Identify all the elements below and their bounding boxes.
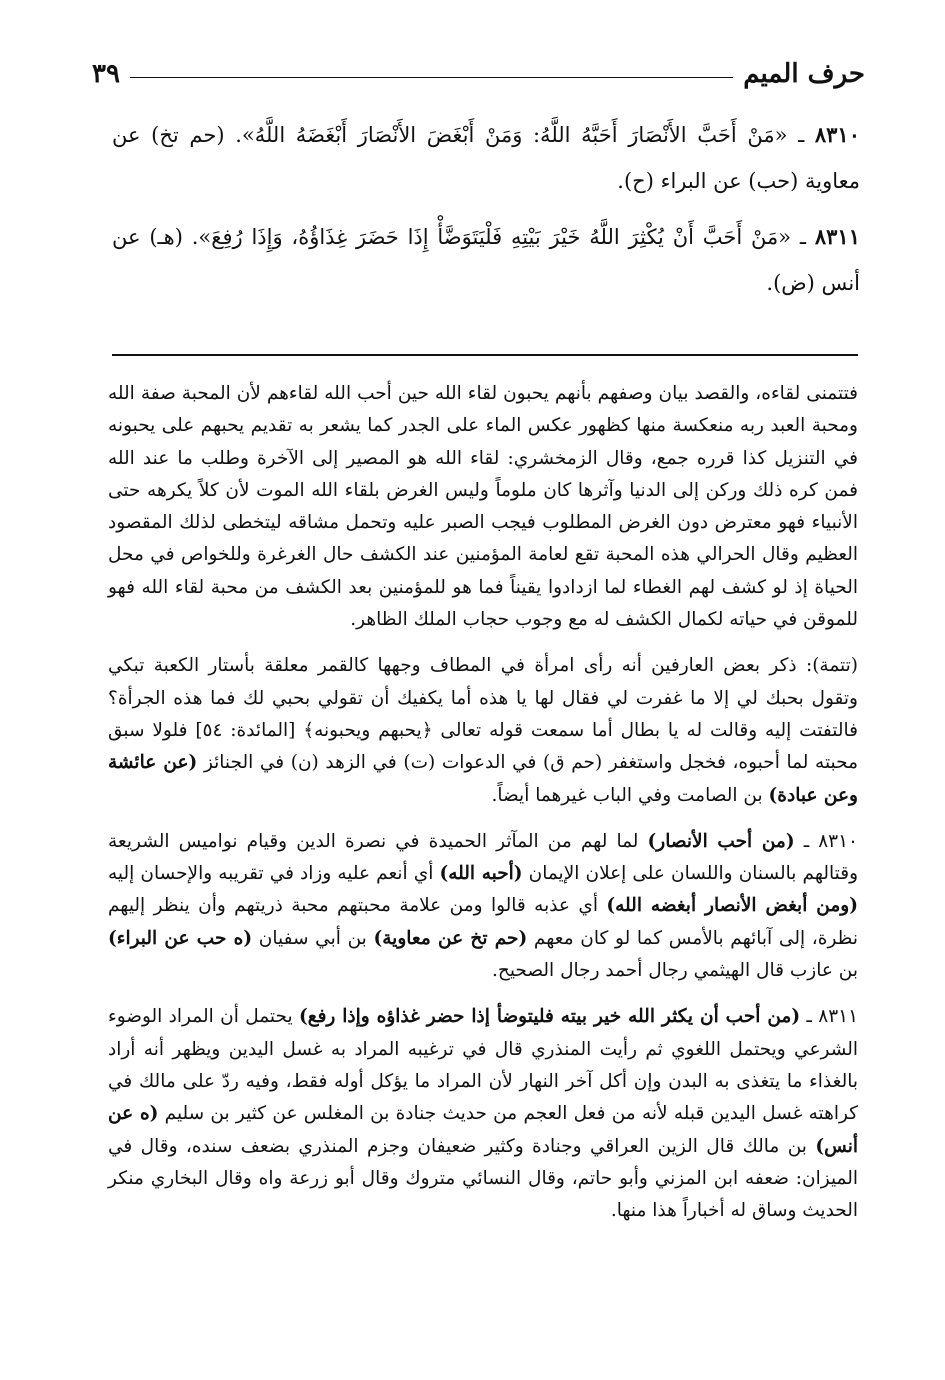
commentary-text: بن مالك قال الزين العراقي وجنادة وكثير ضعيفان وجزم المنذري بضعف سنده، وقال في الميزان: ضعفه ابن المزني وأبو حاتم، وقال النسائي متروك وقال أبو زرعة واه وقال البخاري منكر الحديث وساق له أخباراً هذا منها. xyxy=(108,1135,858,1222)
hadith-text: ـ «مَنْ أَحَبَّ أَنْ يُكْثِرَ اللَّهُ خَيْرَ بَيْتِهِ فَلْيَتَوَضَّأْ إِذَا حَضَرَ غِذَاؤُهُ، وَإِذَا رُفِعَ». (هـ) عن أنس (ض). xyxy=(112,225,860,295)
commentary-text: بن أبي سفيان xyxy=(252,927,374,949)
bold-citation: (من أحب الأنصار) xyxy=(647,830,795,852)
footnote-separator xyxy=(112,354,858,356)
commentary-text: يحتمل أن المراد الوضوء الشرعي ويحتمل اللغوي ثم رأيت المنذري قال في ترغيبه المراد به غسل اليدين ويظهر أنه أراد بالغذاء ما يتغذى به البدن وإن أكل آخر النهار لأن المراد ما يؤكل أوله فقط، وفيه ردّ على مالك في كراهته غسل اليدين قبله لأنه من فعل العجم من حديث جنادة بن المغلس عن كثير بن سليم xyxy=(108,1006,858,1125)
commentary-text: ٨٣١١ ـ xyxy=(800,1006,859,1028)
commentary-paragraph xyxy=(108,650,858,811)
commentary-paragraph xyxy=(108,1001,858,1227)
hadith-number: ٨٣١٠ xyxy=(814,122,860,147)
commentary-text: لما لهم من المآثر الحميدة في نصرة الدين وقيام نواميس الشريعة وقتالهم بالسنان واللسان على إعلان الإيمان xyxy=(108,830,859,885)
commentary-text: ٨٣١٠ ـ xyxy=(794,830,858,852)
commentary-paragraph xyxy=(108,378,858,636)
commentary xyxy=(108,378,858,1241)
bold-citation: (ه عن أنس) xyxy=(108,1103,858,1157)
commentary-text: (تتمة): ذكر بعض العارفين أنه رأى امرأة في المطاف وجهها كالقمر معلقة بأستار الكعبة تبكي وتقول بحبك لي إلا ما غفرت لي فقال لها يا هذه أما يكفيك أن تقولي بحبي لك فما هذه الجرأة؟ فالتفتت إليه وقالت له يا بطال أما سمعت قوله تعالى ﴿يحبهم ويحبونه﴾ [المائدة: ٥٤] فلولا سبق محبته لما أحبوه، فخجل واستغفر (حم ق) في الدعوات (ت) في الزهد (ن) في الجنائز xyxy=(108,655,858,774)
page-header xyxy=(92,52,865,96)
bold-citation: (ومن أبغض الأنصار أبغضه الله) xyxy=(606,895,858,917)
hadith-8310 xyxy=(112,112,860,204)
commentary-text: بن الصامت وفي الباب غيرهما أيضاً. xyxy=(491,784,769,806)
bold-citation: (من أحب أن يكثر الله خير بيته فليتوضأ إذا حضر غذاؤه وإذا رفع) xyxy=(298,1006,801,1028)
hadith-8311 xyxy=(112,214,860,306)
hadith-text: ـ «مَنْ أَحَبَّ الأَنْصَارَ أَحَبَّهُ اللَّهُ: وَمَنْ أَبْغَضَ الأَنْصَارَ أَبْغَضَهُ اللَّهُ». (حم تخ) عن معاوية (حب) عن البراء (ح). xyxy=(112,123,860,193)
hadith-number: ٨٣١١ xyxy=(814,224,860,249)
page-number: ٣٩ xyxy=(92,59,120,89)
header-rule xyxy=(130,77,733,78)
bold-citation: (ه حب عن البراء) xyxy=(108,927,253,949)
hadith-texts xyxy=(112,112,860,316)
commentary-paragraph xyxy=(108,826,858,987)
commentary-text: أي عذبه قالوا ومن علامة محبتهم محبة ذريتهم وأن ينظر إليهم نظرة، إلى آبائهم بالأمس كما لو كان معهم xyxy=(108,895,858,949)
chapter-title: حرف الميم xyxy=(743,59,865,89)
commentary-text: أي أنعم عليه وزاد في تقريبه والإحسان إليه xyxy=(108,863,440,885)
commentary-text: فتتمنى لقاءه، والقصد بيان وصفهم بأنهم يحبون لقاء الله حين أحب الله لقاءهم لأن المحبة صفة الله ومحبة العبد ربه منعكسة منها كظهور عكس الماء على الجدر كما يشعر به تقديم يحبهم على يحبونه في التنزيل كذا قرره جمع، وقال الزمخشري: لقاء الله هو المصير إلى الآخرة وطلب ما عند الله فمن كره ذلك وركن إلى الدنيا وآثرها كان ملوماً وليس الغرض بلقاء الله الموت لأن كلاً يكرهه حتى الأنبياء فهو معترض دون الغرض المطلوب فيجب الصبر عليه وتحمل مشاقه ليتخطى لذلك المقصود العظيم وقال الحرالي هذه المحبة تقع لعامة المؤمنين عند الكشف حال الغرغرة وللخواص في محل الحياة إذ لو كشف لهم الغطاء لما ازدادوا يقيناً فما هو للمؤمنين بعد الكشف من محبة لقاء الله فهو للموقن في حياته لكمال الكشف له مع وجوب حجاب الملك الظاهر. xyxy=(108,383,858,631)
bold-citation: (عن عائشة وعن عبادة) xyxy=(108,752,858,806)
bold-citation: (حم تخ عن معاوية) xyxy=(373,927,528,949)
commentary-text: بن عازب قال الهيثمي رجال أحمد رجال الصحيح. xyxy=(492,960,858,982)
bold-citation: (أحبه الله) xyxy=(439,863,523,885)
